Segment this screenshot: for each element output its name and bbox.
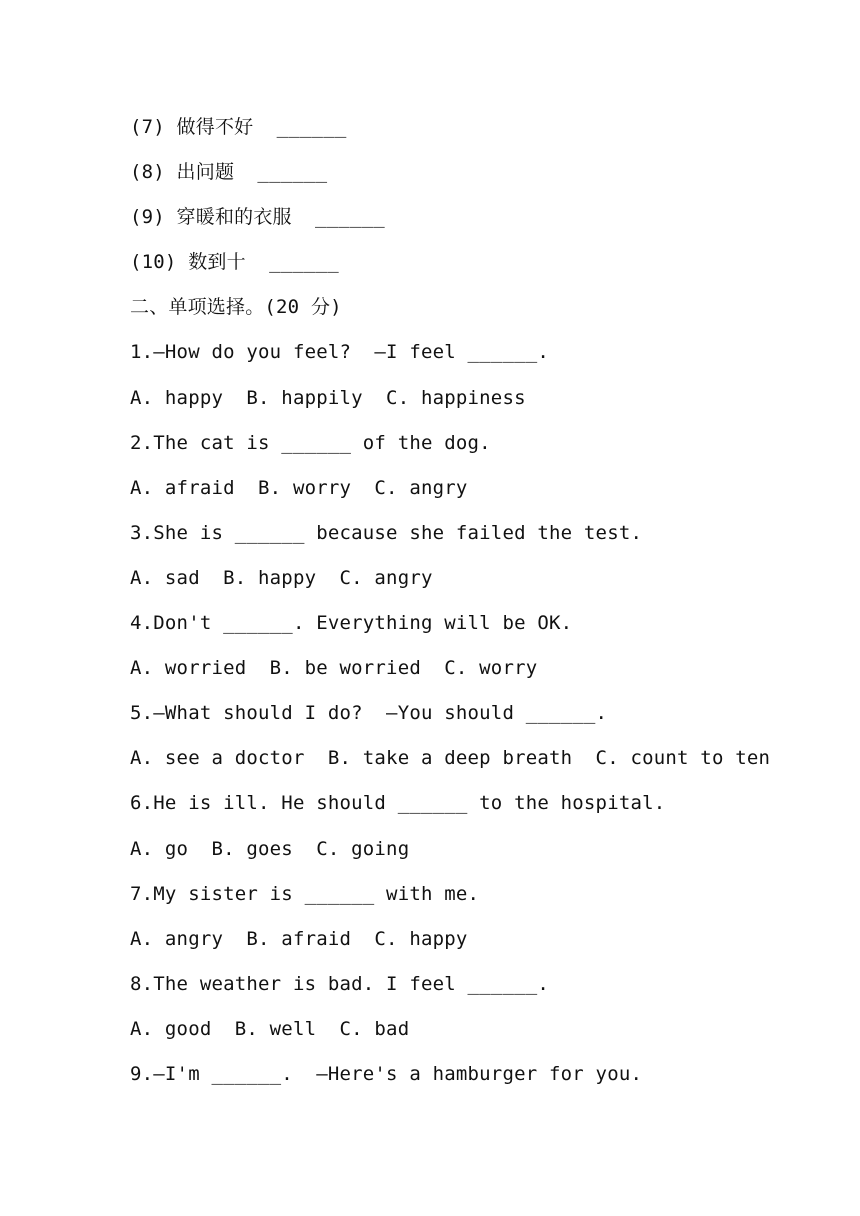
question-7: 7.My sister is ______ with me. xyxy=(130,882,480,905)
options-8: A. good B. well C. bad xyxy=(130,1017,410,1040)
phrase-item-8: (8) 出问题 ______ xyxy=(130,161,328,184)
question-8: 8.The weather is bad. I feel ______. xyxy=(130,972,550,995)
phrase-item-10: (10) 数到十 ______ xyxy=(130,251,339,274)
phrase-item-9: (9) 穿暖和的衣服 ______ xyxy=(130,206,385,229)
question-4: 4.Don't ______. Everything will be OK. xyxy=(130,612,573,635)
options-1: A. happy B. happily C. happiness xyxy=(130,386,526,409)
options-6: A. go B. goes C. going xyxy=(130,837,410,860)
options-5: A. see a doctor B. take a deep breath C. count to ten xyxy=(130,747,771,770)
question-6: 6.He is ill. He should ______ to the hospital. xyxy=(130,792,666,815)
question-5: 5.—What should I do? —You should ______. xyxy=(130,702,608,725)
options-4: A. worried B. be worried C. worry xyxy=(130,657,538,680)
question-9: 9.—I'm ______. —Here's a hamburger for you. xyxy=(130,1062,643,1085)
question-3: 3.She is ______ because she failed the test. xyxy=(130,521,643,544)
phrase-item-7: (7) 做得不好 ______ xyxy=(130,116,347,138)
section-heading: 二、单项选择。(20 分) xyxy=(130,296,342,319)
options-2: A. afraid B. worry C. angry xyxy=(130,476,468,499)
worksheet-page xyxy=(130,110,830,1102)
question-2: 2.The cat is ______ of the dog. xyxy=(130,431,491,454)
options-7: A. angry B. afraid C. happy xyxy=(130,927,468,950)
question-1: 1.—How do you feel? —I feel ______. xyxy=(130,341,550,364)
options-3: A. sad B. happy C. angry xyxy=(130,566,433,589)
